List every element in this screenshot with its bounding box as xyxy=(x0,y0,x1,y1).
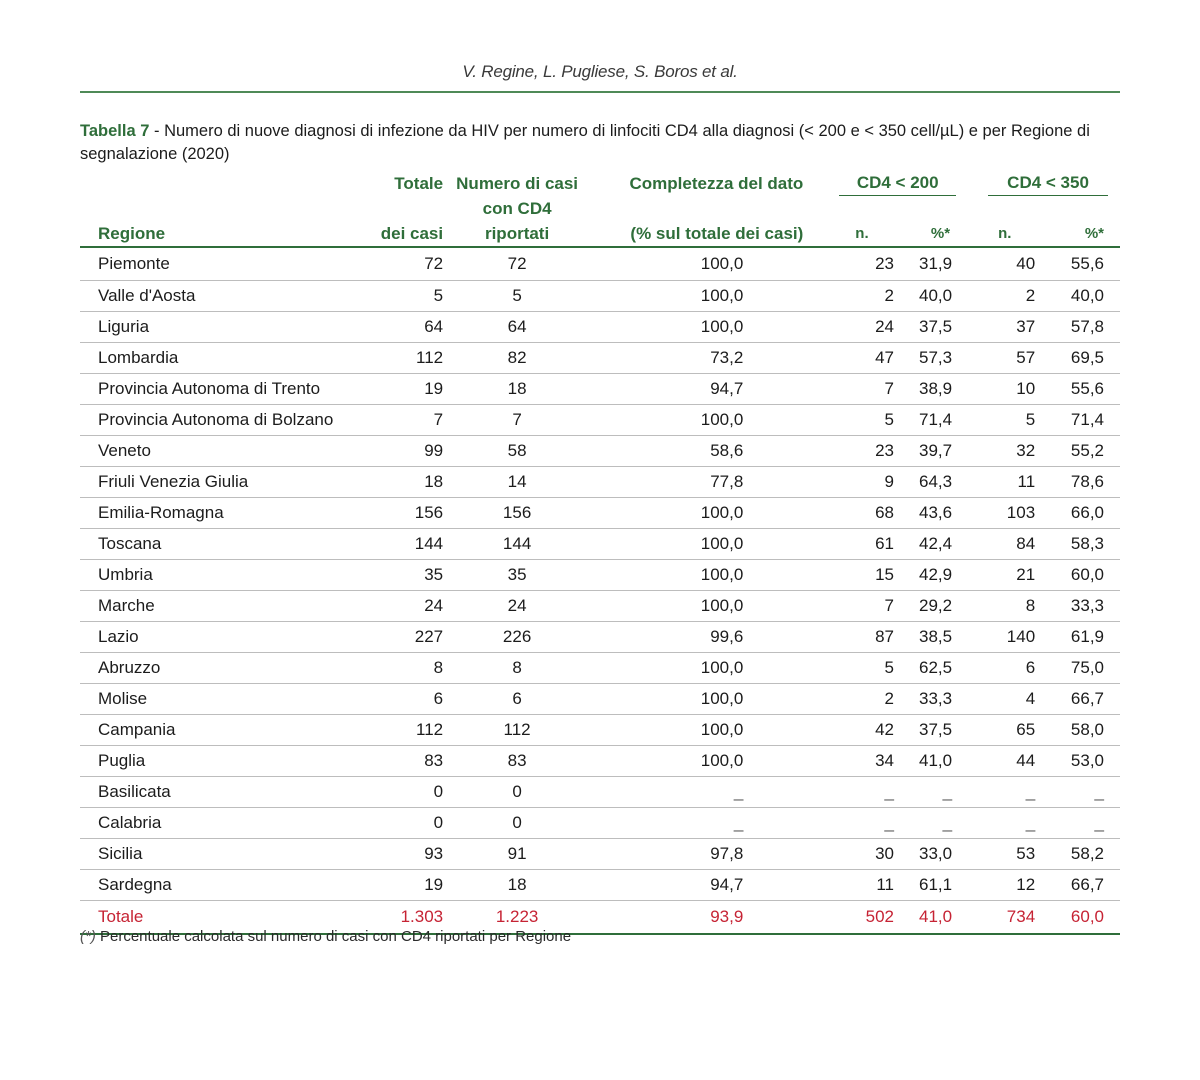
cell-cd4-riportati: 91 xyxy=(451,839,583,870)
cell-totale: 93 xyxy=(358,839,451,870)
cell-regione: Basilicata xyxy=(80,777,358,808)
cell-n-200: 2 xyxy=(825,684,897,715)
table-row xyxy=(80,622,1120,653)
cell-n-350: 53 xyxy=(976,839,1038,870)
cell-totale: 0 xyxy=(358,777,451,808)
cell-cd4-riportati: 112 xyxy=(451,715,583,746)
cell-regione: Umbria xyxy=(80,560,358,591)
cell-n-350: 57 xyxy=(976,343,1038,374)
cell-n-350: 6 xyxy=(976,653,1038,684)
cell-regione: Provincia Autonoma di Bolzano xyxy=(80,405,358,436)
cell-n-200: 34 xyxy=(825,746,897,777)
cell-n-350: 140 xyxy=(976,622,1038,653)
cell-totale: 72 xyxy=(358,247,451,281)
cell-completezza: 94,7 xyxy=(583,374,825,405)
cell-n-200: 9 xyxy=(825,467,897,498)
cell-cd4-riportati: 18 xyxy=(451,374,583,405)
cell-completezza: 100,0 xyxy=(583,312,825,343)
header-rule xyxy=(80,91,1120,93)
cell-pct-350: 58,2 xyxy=(1038,839,1120,870)
cell-cd4-riportati: 7 xyxy=(451,405,583,436)
cell-pct-200: 61,1 xyxy=(897,870,976,901)
cell-pct-350: 78,6 xyxy=(1038,467,1120,498)
cell-pct-350: 66,7 xyxy=(1038,684,1120,715)
cell-totale: 18 xyxy=(358,467,451,498)
cell-pct-350: 66,7 xyxy=(1038,870,1120,901)
cell-completezza: 100,0 xyxy=(583,529,825,560)
cell-pct-350: 57,8 xyxy=(1038,312,1120,343)
cell-pct-200: 43,6 xyxy=(897,498,976,529)
cell-cd4-riportati: 35 xyxy=(451,560,583,591)
cell-regione: Emilia-Romagna xyxy=(80,498,358,529)
cell-regione: Marche xyxy=(80,591,358,622)
cell-cd4-riportati: 156 xyxy=(451,498,583,529)
cell-cd4-riportati: 226 xyxy=(451,622,583,653)
cell-n-350: 37 xyxy=(976,312,1038,343)
cell-pct-200: 37,5 xyxy=(897,312,976,343)
cell-completezza: 73,2 xyxy=(583,343,825,374)
header-cd4-200: CD4 < 200 xyxy=(839,170,956,196)
cell-completezza: 100,0 xyxy=(583,591,825,622)
cell-pct-350: 61,9 xyxy=(1038,622,1120,653)
cell-pct-200: 38,9 xyxy=(897,374,976,405)
cell-n-200: 5 xyxy=(825,653,897,684)
cell-n-200: 68 xyxy=(825,498,897,529)
table-row xyxy=(80,312,1120,343)
cell-cd4-riportati: 58 xyxy=(451,436,583,467)
cell-cd4-riportati: 0 xyxy=(451,808,583,839)
cell-pct-350: 75,0 xyxy=(1038,653,1120,684)
header-compl-line1: Completezza del dato xyxy=(629,174,804,193)
cell-n-350: 4 xyxy=(976,684,1038,715)
cell-n-200: 61 xyxy=(825,529,897,560)
total-n-200: 502 xyxy=(825,901,897,935)
total-n-350: 734 xyxy=(976,901,1038,935)
caption-text: Numero di nuove diagnosi di infezione da HIV per numero di linfociti CD4 alla diagnosi (< 200 e < 350 cell/µL) e per Regione di segnalazione (2020) xyxy=(80,122,1090,163)
cell-completezza: _ xyxy=(583,777,825,808)
cell-regione: Sardegna xyxy=(80,870,358,901)
cell-n-200: 42 xyxy=(825,715,897,746)
header-cd4rip-line1: Numero di casi xyxy=(456,174,579,193)
table-row xyxy=(80,529,1120,560)
cell-totale: 227 xyxy=(358,622,451,653)
cell-pct-200: 42,4 xyxy=(897,529,976,560)
cell-completezza: 99,6 xyxy=(583,622,825,653)
cell-pct-350: 33,3 xyxy=(1038,591,1120,622)
cell-totale: 19 xyxy=(358,374,451,405)
header-n-350: n. xyxy=(976,196,1038,247)
cell-pct-200: 33,0 xyxy=(897,839,976,870)
cell-n-350: 84 xyxy=(976,529,1038,560)
cell-pct-200: 39,7 xyxy=(897,436,976,467)
cell-pct-350: 55,2 xyxy=(1038,436,1120,467)
table-row xyxy=(80,684,1120,715)
cell-totale: 144 xyxy=(358,529,451,560)
cell-totale: 112 xyxy=(358,343,451,374)
cell-n-200: 2 xyxy=(825,281,897,312)
running-head: V. Regine, L. Pugliese, S. Boros et al. xyxy=(462,62,738,81)
cell-regione: Abruzzo xyxy=(80,653,358,684)
cell-pct-200: 62,5 xyxy=(897,653,976,684)
cell-n-200: 87 xyxy=(825,622,897,653)
cell-pct-350: 55,6 xyxy=(1038,247,1120,281)
cell-cd4-riportati: 72 xyxy=(451,247,583,281)
cell-totale: 64 xyxy=(358,312,451,343)
cell-completezza: 100,0 xyxy=(583,498,825,529)
cell-totale: 6 xyxy=(358,684,451,715)
table-row xyxy=(80,715,1120,746)
cell-pct-200: 41,0 xyxy=(897,746,976,777)
cell-n-350: 2 xyxy=(976,281,1038,312)
cell-n-350: 21 xyxy=(976,560,1038,591)
cell-completezza: 100,0 xyxy=(583,746,825,777)
cell-n-200: 11 xyxy=(825,870,897,901)
cell-n-350: 5 xyxy=(976,405,1038,436)
total-pct-350: 60,0 xyxy=(1038,901,1120,935)
cell-pct-350: 66,0 xyxy=(1038,498,1120,529)
header-pct-350: %* xyxy=(1038,196,1120,247)
cell-completezza: 97,8 xyxy=(583,839,825,870)
cell-completezza: _ xyxy=(583,808,825,839)
total-totale: 1.303 xyxy=(358,901,451,935)
cell-n-200: _ xyxy=(825,808,897,839)
cell-cd4-riportati: 64 xyxy=(451,312,583,343)
cell-completezza: 77,8 xyxy=(583,467,825,498)
footnote-mark: (*) xyxy=(80,928,96,945)
cell-regione: Friuli Venezia Giulia xyxy=(80,467,358,498)
total-cd4-riportati: 1.223 xyxy=(451,901,583,935)
cell-regione: Toscana xyxy=(80,529,358,560)
cell-totale: 24 xyxy=(358,591,451,622)
header-pct-200: %* xyxy=(897,196,976,247)
cell-totale: 156 xyxy=(358,498,451,529)
cell-n-200: 15 xyxy=(825,560,897,591)
cell-regione: Molise xyxy=(80,684,358,715)
cell-pct-200: 42,9 xyxy=(897,560,976,591)
cell-n-350: 10 xyxy=(976,374,1038,405)
cell-cd4-riportati: 83 xyxy=(451,746,583,777)
cell-regione: Veneto xyxy=(80,436,358,467)
cell-n-200: 7 xyxy=(825,591,897,622)
header-cd4-350-group xyxy=(976,170,1120,196)
cell-n-350: _ xyxy=(976,808,1038,839)
cell-completezza: 94,7 xyxy=(583,870,825,901)
cell-pct-200: 29,2 xyxy=(897,591,976,622)
cell-n-200: 47 xyxy=(825,343,897,374)
cell-pct-350: 60,0 xyxy=(1038,560,1120,591)
table-row xyxy=(80,467,1120,498)
table-row xyxy=(80,746,1120,777)
table-row xyxy=(80,560,1120,591)
cell-totale: 112 xyxy=(358,715,451,746)
cell-pct-200: 71,4 xyxy=(897,405,976,436)
header-cd4rip-line2: con CD4 riportati xyxy=(451,196,583,247)
table-row xyxy=(80,777,1120,808)
cell-n-350: 11 xyxy=(976,467,1038,498)
cell-pct-350: 58,3 xyxy=(1038,529,1120,560)
cell-completezza: 100,0 xyxy=(583,560,825,591)
cell-pct-200: 37,5 xyxy=(897,715,976,746)
table-row xyxy=(80,374,1120,405)
cell-completezza: 100,0 xyxy=(583,684,825,715)
cell-totale: 35 xyxy=(358,560,451,591)
cell-n-350: 65 xyxy=(976,715,1038,746)
cell-n-350: 103 xyxy=(976,498,1038,529)
table-body xyxy=(80,247,1120,934)
cell-pct-350: 58,0 xyxy=(1038,715,1120,746)
cell-pct-350: 69,5 xyxy=(1038,343,1120,374)
cell-completezza: 100,0 xyxy=(583,653,825,684)
table-row xyxy=(80,653,1120,684)
cell-pct-350: _ xyxy=(1038,808,1120,839)
cell-pct-200: 31,9 xyxy=(897,247,976,281)
footnote-text: Percentuale calcolata sul numero di casi con CD4 riportati per Regione xyxy=(95,928,572,945)
cell-regione: Lazio xyxy=(80,622,358,653)
cell-n-350: 8 xyxy=(976,591,1038,622)
cell-totale: 83 xyxy=(358,746,451,777)
cell-regione: Calabria xyxy=(80,808,358,839)
total-completezza: 93,9 xyxy=(583,901,825,935)
cell-n-200: 30 xyxy=(825,839,897,870)
cell-pct-350: 71,4 xyxy=(1038,405,1120,436)
cell-totale: 5 xyxy=(358,281,451,312)
caption-separator: - xyxy=(149,122,165,140)
table-row xyxy=(80,870,1120,901)
cell-regione: Piemonte xyxy=(80,247,358,281)
cell-completezza: 100,0 xyxy=(583,715,825,746)
cell-pct-200: 40,0 xyxy=(897,281,976,312)
header-regione: Regione xyxy=(80,196,358,247)
table-row xyxy=(80,591,1120,622)
cell-cd4-riportati: 144 xyxy=(451,529,583,560)
cell-n-200: 23 xyxy=(825,436,897,467)
cell-totale: 7 xyxy=(358,405,451,436)
table-row xyxy=(80,405,1120,436)
table-row xyxy=(80,436,1120,467)
cell-pct-350: 40,0 xyxy=(1038,281,1120,312)
cell-totale: 19 xyxy=(358,870,451,901)
table-row xyxy=(80,808,1120,839)
cell-pct-200: 33,3 xyxy=(897,684,976,715)
cell-cd4-riportati: 0 xyxy=(451,777,583,808)
cell-regione: Puglia xyxy=(80,746,358,777)
cell-n-200: 5 xyxy=(825,405,897,436)
footnote xyxy=(80,928,571,945)
cell-completezza: 100,0 xyxy=(583,405,825,436)
total-pct-200: 41,0 xyxy=(897,901,976,935)
cell-cd4-riportati: 24 xyxy=(451,591,583,622)
cell-pct-200: 38,5 xyxy=(897,622,976,653)
table-caption xyxy=(80,120,1120,166)
cell-pct-350: 55,6 xyxy=(1038,374,1120,405)
cell-cd4-riportati: 82 xyxy=(451,343,583,374)
cell-cd4-riportati: 14 xyxy=(451,467,583,498)
cell-regione: Liguria xyxy=(80,312,358,343)
header-cd4-350: CD4 < 350 xyxy=(988,170,1108,196)
cell-cd4-riportati: 18 xyxy=(451,870,583,901)
cell-n-350: 40 xyxy=(976,247,1038,281)
data-table xyxy=(80,170,1120,935)
header-regione-spacer xyxy=(80,170,358,196)
cell-totale: 0 xyxy=(358,808,451,839)
cell-completezza: 100,0 xyxy=(583,247,825,281)
cell-completezza: 100,0 xyxy=(583,281,825,312)
cell-totale: 99 xyxy=(358,436,451,467)
caption-label: Tabella 7 xyxy=(80,122,150,140)
cell-n-350: 32 xyxy=(976,436,1038,467)
cell-pct-200: 57,3 xyxy=(897,343,976,374)
table-row xyxy=(80,343,1120,374)
cell-regione: Sicilia xyxy=(80,839,358,870)
table-row xyxy=(80,839,1120,870)
cell-n-200: 24 xyxy=(825,312,897,343)
cell-regione: Lombardia xyxy=(80,343,358,374)
cell-regione: Campania xyxy=(80,715,358,746)
cell-n-200: _ xyxy=(825,777,897,808)
table-row xyxy=(80,247,1120,281)
header-totale-line1: Totale xyxy=(394,174,444,193)
cell-regione: Valle d'Aosta xyxy=(80,281,358,312)
header-n-200: n. xyxy=(825,196,897,247)
cell-cd4-riportati: 5 xyxy=(451,281,583,312)
header-totale-line2: dei casi xyxy=(358,196,451,247)
header-compl-line2: (% sul totale dei casi) xyxy=(583,196,825,247)
cell-completezza: 58,6 xyxy=(583,436,825,467)
cell-pct-350: _ xyxy=(1038,777,1120,808)
cell-n-200: 7 xyxy=(825,374,897,405)
cell-totale: 8 xyxy=(358,653,451,684)
table-row xyxy=(80,498,1120,529)
cell-pct-200: 64,3 xyxy=(897,467,976,498)
cell-regione: Provincia Autonoma di Trento xyxy=(80,374,358,405)
cell-n-200: 23 xyxy=(825,247,897,281)
cell-pct-350: 53,0 xyxy=(1038,746,1120,777)
cell-cd4-riportati: 8 xyxy=(451,653,583,684)
header-cd4-200-group xyxy=(825,170,976,196)
cell-pct-200: _ xyxy=(897,808,976,839)
total-regione: Totale xyxy=(80,901,358,935)
cell-n-350: 12 xyxy=(976,870,1038,901)
cell-n-350: 44 xyxy=(976,746,1038,777)
cell-cd4-riportati: 6 xyxy=(451,684,583,715)
cell-pct-200: _ xyxy=(897,777,976,808)
table-row xyxy=(80,281,1120,312)
cell-n-350: _ xyxy=(976,777,1038,808)
